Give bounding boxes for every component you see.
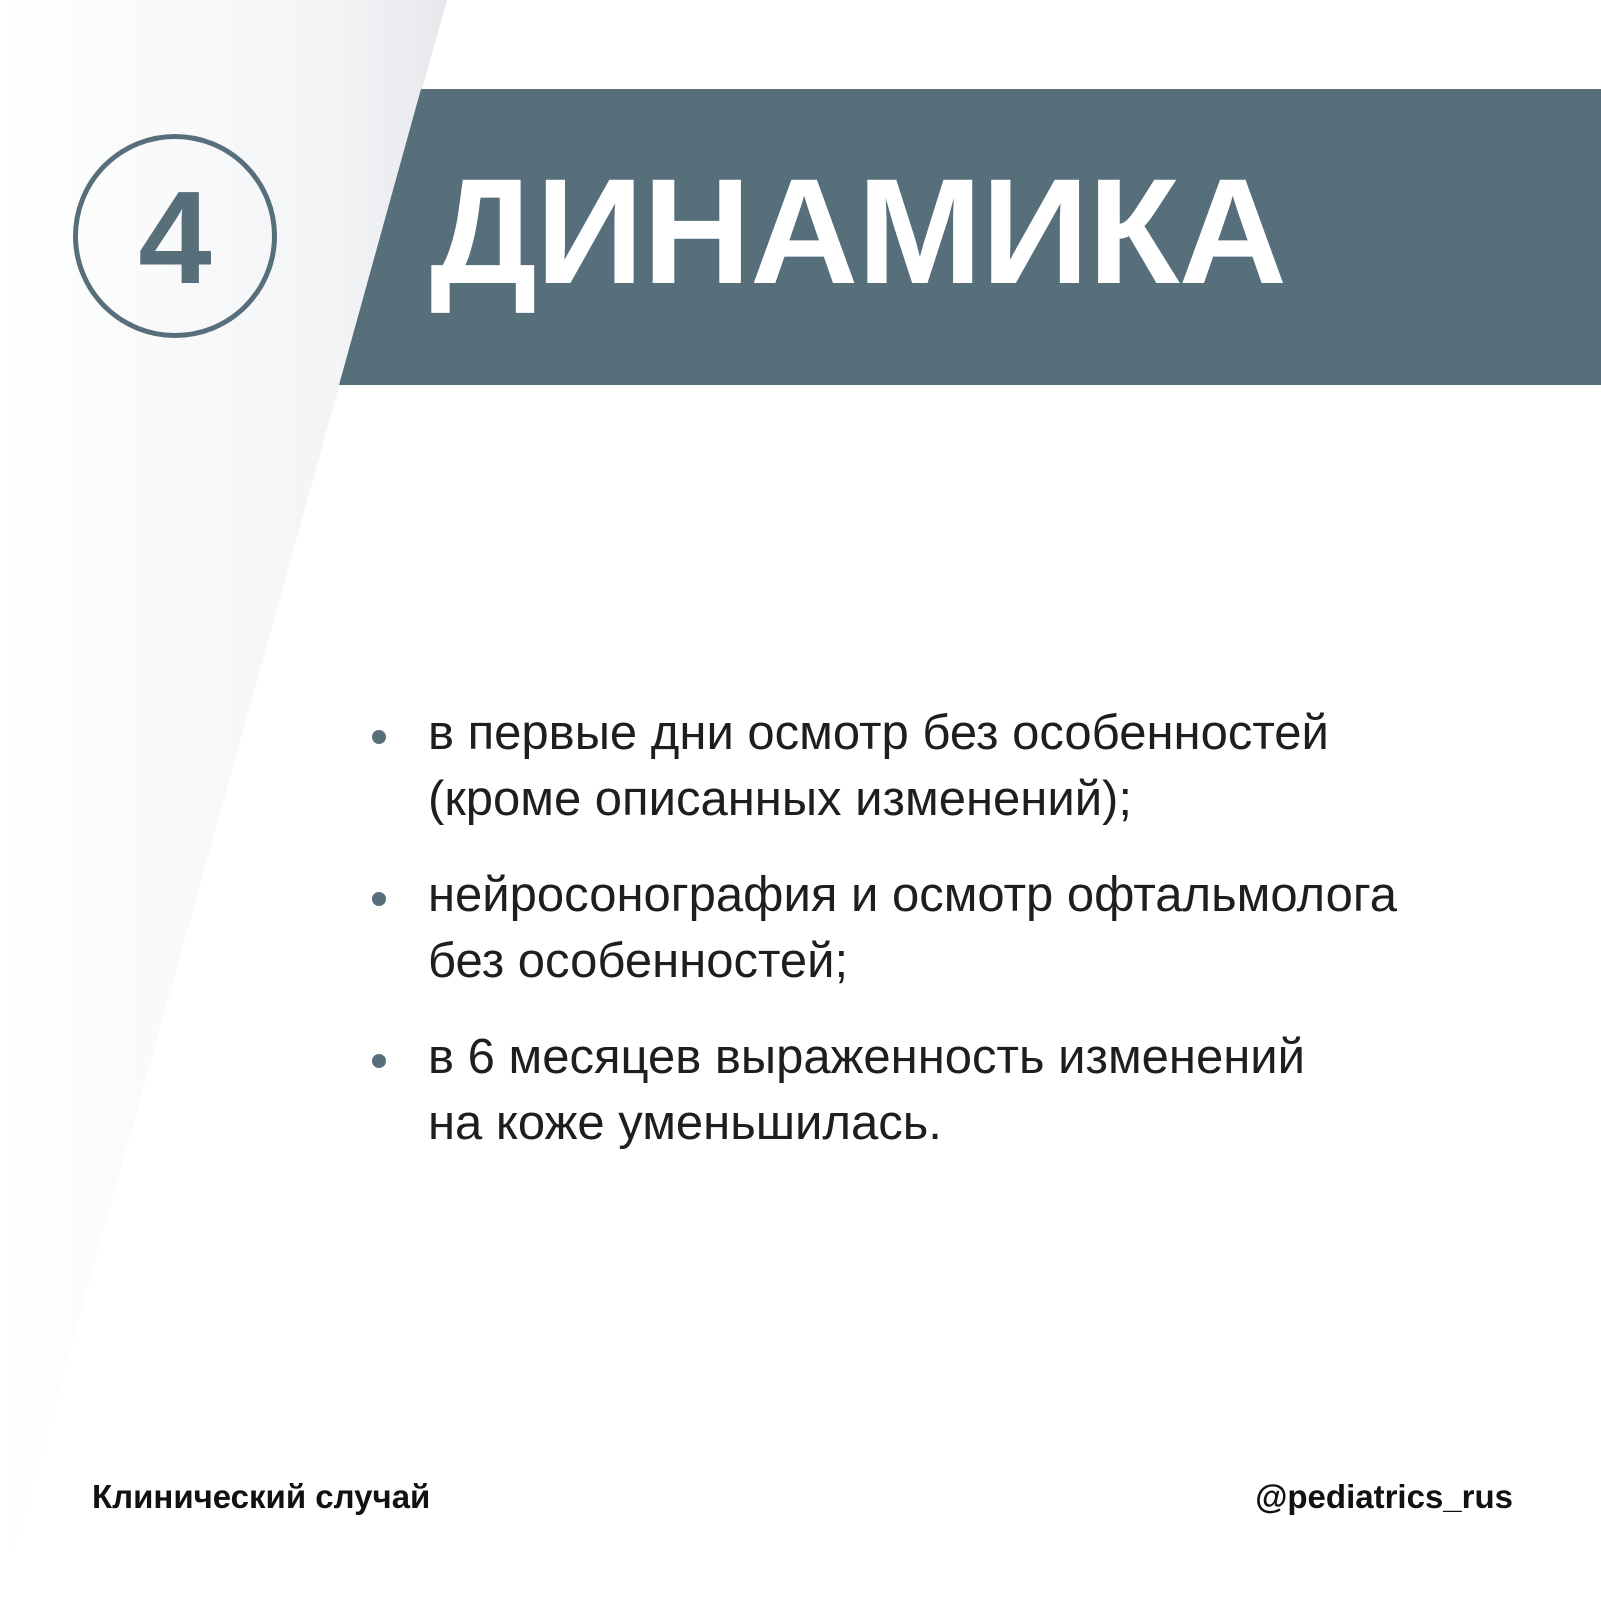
list-item-line: в первые дни осмотр без особенностей bbox=[428, 706, 1329, 760]
bullet-icon bbox=[372, 892, 386, 906]
list-item bbox=[370, 700, 1550, 832]
list-item bbox=[370, 862, 1550, 994]
list-item-line: на коже уменьшилась. bbox=[428, 1096, 942, 1150]
section-number-badge bbox=[73, 134, 277, 338]
list-item-line: без особенностей; bbox=[428, 934, 849, 988]
list-item-line: нейросонография и осмотр офтальмолога bbox=[428, 868, 1397, 922]
bullet-icon bbox=[372, 1054, 386, 1068]
list-item-line: (кроме описанных изменений); bbox=[428, 772, 1132, 826]
footer-handle: @pediatrics_rus bbox=[1255, 1478, 1513, 1515]
findings-list bbox=[370, 700, 1550, 1186]
page-title: ДИНАМИКА bbox=[430, 147, 1286, 315]
list-item-line: в 6 месяцев выраженность изменений bbox=[428, 1030, 1306, 1084]
bullet-icon bbox=[372, 730, 386, 744]
section-number: 4 bbox=[138, 164, 212, 311]
footer-caption: Клинический случай bbox=[92, 1478, 431, 1515]
list-item bbox=[370, 1024, 1550, 1156]
